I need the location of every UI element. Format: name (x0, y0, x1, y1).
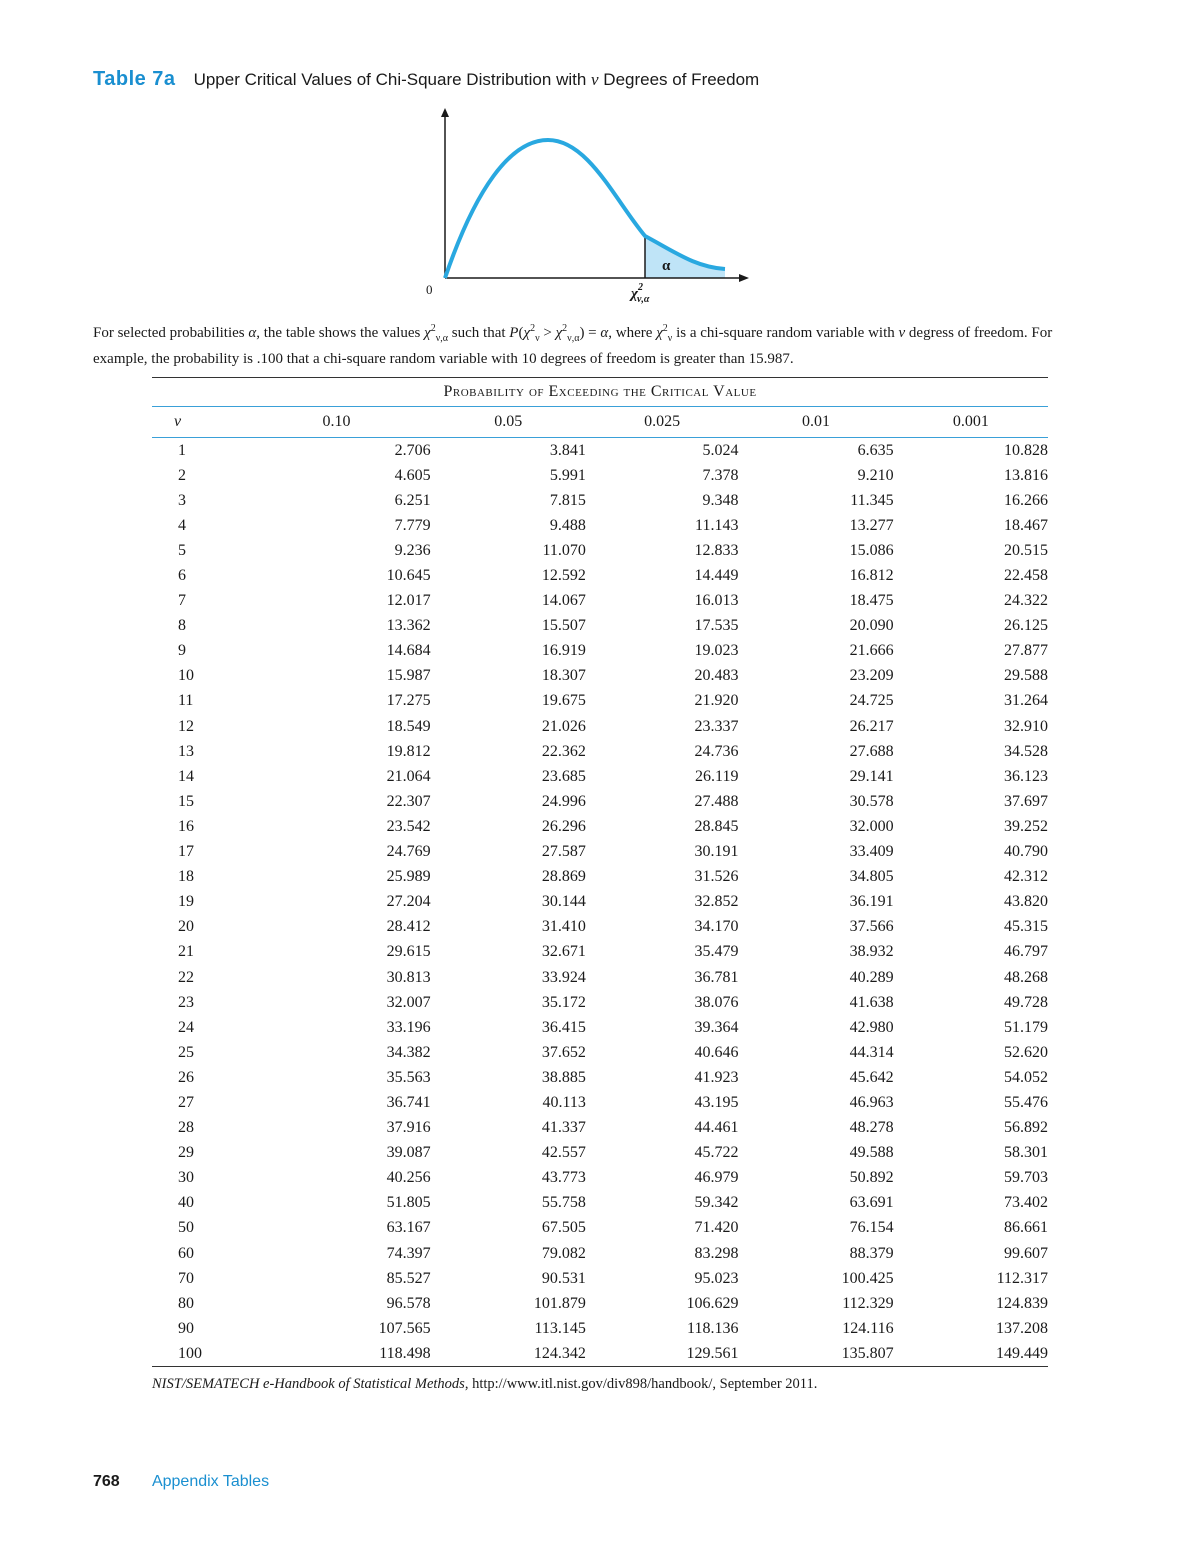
value-cell: 37.566 (849, 918, 894, 936)
value-cell: 34.805 (849, 868, 894, 886)
value-cell: 74.397 (386, 1244, 431, 1262)
value-cell: 135.807 (738, 1341, 893, 1367)
value-cell: 137.208 (996, 1319, 1048, 1337)
value-cell: 40.646 (694, 1043, 739, 1061)
value-cell: 33.924 (541, 968, 586, 986)
nu-cell: 4 (178, 516, 186, 534)
nu-cell: 21 (178, 943, 194, 961)
value-cell: 6.635 (857, 441, 894, 459)
value-cell: 43.773 (541, 1169, 586, 1187)
table-heading (93, 68, 759, 91)
value-cell: 5.024 (702, 441, 739, 459)
value-cell: 36.191 (849, 893, 894, 911)
table-description: For selected probabilities α, the table shows the values $\chi^2_{\nu,\alpha}$ such that $P(\chi^2_\nu > \chi^2_{\nu,\alpha}) = \alpha$, where $\chi^2_\nu$ is a chi-square random variable with ν degress of freedom. For example, the probability is .100 that a chi-square random variable with 10 degrees of freedom is greater than 15.987. (93, 323, 1053, 367)
value-cell: 95.023 (694, 1269, 739, 1287)
value-cell: 18.307 (541, 667, 586, 685)
value-cell: 27.488 (694, 792, 739, 810)
value-cell: 19.023 (694, 642, 739, 660)
origin-label: 0 (426, 282, 433, 297)
value-cell: 27.587 (541, 843, 586, 861)
value-cell: 2.706 (394, 441, 431, 459)
table-row (152, 1216, 1048, 1241)
value-cell: 41.923 (694, 1068, 739, 1086)
title-text-pre: Upper Critical Values of Chi-Square Distribution with (193, 70, 592, 89)
nu-cell: 19 (178, 893, 194, 911)
value-cell: 73.402 (1004, 1194, 1048, 1212)
nu-cell: 27 (178, 1093, 194, 1111)
value-cell: 45.315 (1004, 918, 1048, 936)
value-cell: 43.820 (1004, 893, 1048, 911)
value-cell: 21.026 (541, 717, 586, 735)
value-cell: 40.256 (386, 1169, 431, 1187)
value-cell: 39.364 (694, 1018, 739, 1036)
nu-cell: 100 (152, 1341, 242, 1367)
value-cell: 40.113 (542, 1093, 586, 1111)
value-cell: 39.252 (1004, 817, 1048, 835)
nu-cell: 2 (178, 466, 186, 484)
value-cell: 42.312 (1004, 868, 1048, 886)
table-row (152, 814, 1048, 839)
table-row (152, 488, 1048, 513)
nu-cell: 3 (178, 491, 186, 509)
nu-cell: 8 (178, 617, 186, 635)
table-row (152, 915, 1048, 940)
column-header: 0.10 (242, 407, 430, 438)
table-row (152, 463, 1048, 488)
value-cell: 14.067 (541, 592, 586, 610)
value-cell: 118.136 (687, 1319, 739, 1337)
value-cell: 25.989 (386, 868, 431, 886)
value-cell: 14.684 (386, 642, 431, 660)
value-cell: 124.116 (842, 1319, 894, 1337)
value-cell: 36.123 (1004, 767, 1048, 785)
value-cell: 15.987 (386, 667, 431, 685)
x-axis-arrow (739, 274, 749, 282)
value-cell: 24.736 (694, 742, 739, 760)
value-cell: 37.697 (1004, 792, 1048, 810)
nu-cell: 7 (178, 592, 186, 610)
value-cell: 11.143 (695, 516, 739, 534)
value-cell: 16.013 (694, 592, 739, 610)
value-cell: 15.507 (541, 617, 586, 635)
density-curve (445, 140, 725, 278)
value-cell: 124.839 (996, 1294, 1048, 1312)
nu-cell: 17 (178, 843, 194, 861)
value-cell: 33.196 (386, 1018, 431, 1036)
value-cell: 49.728 (1004, 993, 1048, 1011)
column-header: 0.025 (586, 407, 739, 438)
value-cell: 32.000 (849, 817, 894, 835)
table-title (194, 70, 760, 89)
value-cell: 18.467 (1004, 516, 1048, 534)
table-row (152, 563, 1048, 588)
value-cell: 21.666 (849, 642, 894, 660)
value-cell: 20.515 (1004, 541, 1048, 559)
value-cell: 79.082 (541, 1244, 586, 1262)
value-cell: 13.277 (849, 516, 894, 534)
table-row (152, 1191, 1048, 1216)
table-row (152, 789, 1048, 814)
value-cell: 35.563 (386, 1068, 431, 1086)
value-cell: 32.671 (541, 943, 586, 961)
value-cell: 27.688 (849, 742, 894, 760)
value-cell: 50.892 (849, 1169, 894, 1187)
page-number: 768 (93, 1473, 120, 1490)
value-cell: 118.498 (242, 1341, 430, 1367)
value-cell: 30.813 (386, 968, 431, 986)
nu-cell: 23 (178, 993, 194, 1011)
value-cell: 48.268 (1004, 968, 1048, 986)
value-cell: 5.991 (549, 466, 586, 484)
value-cell: 35.172 (541, 993, 586, 1011)
value-cell: 18.549 (386, 717, 431, 735)
value-cell: 24.996 (541, 792, 586, 810)
value-cell: 36.741 (386, 1093, 431, 1111)
value-cell: 16.919 (541, 642, 586, 660)
table-row (152, 1090, 1048, 1115)
value-cell: 18.475 (849, 592, 894, 610)
y-axis-arrow (441, 108, 449, 117)
value-cell: 112.317 (996, 1269, 1048, 1287)
value-cell: 19.675 (541, 692, 586, 710)
table-row (152, 1065, 1048, 1090)
value-cell: 26.296 (541, 817, 586, 835)
value-cell: 40.289 (849, 968, 894, 986)
value-cell: 19.812 (386, 742, 431, 760)
value-cell: 59.342 (694, 1194, 739, 1212)
value-cell: 41.638 (849, 993, 894, 1011)
value-cell: 28.412 (386, 918, 431, 936)
nu-cell: 26 (178, 1068, 194, 1086)
value-cell: 24.322 (1004, 592, 1048, 610)
value-cell: 28.845 (694, 817, 739, 835)
value-cell: 149.449 (894, 1341, 1048, 1367)
nu-cell: 18 (178, 868, 194, 886)
value-cell: 12.592 (541, 567, 586, 585)
value-cell: 38.885 (541, 1068, 586, 1086)
nu-cell: 12 (178, 717, 194, 735)
value-cell: 44.314 (849, 1043, 894, 1061)
table-row (152, 639, 1048, 664)
table-row (152, 1116, 1048, 1141)
value-cell: 129.561 (586, 1341, 739, 1367)
value-cell: 21.064 (386, 767, 431, 785)
table-row (152, 965, 1048, 990)
value-cell: 29.588 (1004, 667, 1048, 685)
nu-cell: 80 (178, 1294, 194, 1312)
value-cell: 16.266 (1004, 491, 1048, 509)
nu-cell: 60 (178, 1244, 194, 1262)
value-cell: 41.337 (541, 1119, 586, 1137)
table-row (152, 1166, 1048, 1191)
value-cell: 16.812 (849, 567, 894, 585)
value-cell: 15.086 (849, 541, 894, 559)
table-row (152, 1141, 1048, 1166)
nu-cell: 30 (178, 1169, 194, 1187)
nu-cell: 14 (178, 767, 194, 785)
value-cell: 106.629 (686, 1294, 739, 1312)
value-cell: 7.779 (394, 516, 431, 534)
nu-cell: 13 (178, 742, 194, 760)
table-row (152, 664, 1048, 689)
value-cell: 30.144 (541, 893, 586, 911)
value-cell: 90.531 (541, 1269, 586, 1287)
value-cell: 101.879 (533, 1294, 586, 1312)
value-cell: 7.378 (702, 466, 739, 484)
table-row (152, 739, 1048, 764)
value-cell: 29.615 (386, 943, 431, 961)
value-cell: 3.841 (549, 441, 586, 459)
value-cell: 36.415 (541, 1018, 586, 1036)
value-cell: 6.251 (394, 491, 431, 509)
table-row (152, 513, 1048, 538)
table-row (152, 1266, 1048, 1291)
table-row (152, 764, 1048, 789)
title-text-post: Degrees of Freedom (598, 70, 760, 89)
value-cell: 26.125 (1004, 617, 1048, 635)
value-cell: 34.382 (386, 1043, 431, 1061)
value-cell: 88.379 (849, 1244, 894, 1262)
value-cell: 31.410 (541, 918, 586, 936)
value-cell: 100.425 (841, 1269, 894, 1287)
value-cell: 20.090 (849, 617, 894, 635)
value-cell: 63.167 (386, 1219, 431, 1237)
value-cell: 38.932 (849, 943, 894, 961)
value-cell: 46.963 (849, 1093, 894, 1111)
value-cell: 9.348 (702, 491, 739, 509)
value-cell: 26.119 (695, 767, 739, 785)
value-cell: 58.301 (1004, 1144, 1048, 1162)
value-cell: 27.877 (1004, 642, 1048, 660)
value-cell: 17.535 (694, 617, 739, 635)
critical-values-table (152, 377, 1048, 1367)
title-nu: ν (591, 70, 599, 89)
source-title: NIST/SEMATECH e-Handbook of Statistical Methods (152, 1376, 465, 1392)
value-cell: 20.483 (694, 667, 739, 685)
value-cell: 10.645 (386, 567, 431, 585)
value-cell: 21.920 (694, 692, 739, 710)
alpha-label: α (662, 258, 671, 274)
value-cell: 42.980 (849, 1018, 894, 1036)
value-cell: 99.607 (1004, 1244, 1048, 1262)
page-footer (93, 1471, 269, 1491)
value-cell: 14.449 (694, 567, 739, 585)
value-cell: 71.420 (694, 1219, 739, 1237)
value-cell: 9.488 (549, 516, 586, 534)
value-cell: 43.195 (694, 1093, 739, 1111)
table-row (152, 714, 1048, 739)
value-cell: 35.479 (694, 943, 739, 961)
value-cell: 45.722 (694, 1144, 739, 1162)
value-cell: 107.565 (378, 1319, 431, 1337)
table-row (152, 538, 1048, 563)
nu-cell: 11 (178, 692, 194, 710)
value-cell: 36.781 (694, 968, 739, 986)
value-cell: 17.275 (386, 692, 431, 710)
chi-square-distribution-figure (420, 100, 760, 310)
value-cell: 113.145 (534, 1319, 586, 1337)
value-cell: 30.191 (694, 843, 739, 861)
value-cell: 51.179 (1004, 1018, 1048, 1036)
value-cell: 40.790 (1004, 843, 1048, 861)
table-row (152, 689, 1048, 714)
value-cell: 22.458 (1004, 567, 1048, 585)
table-row (152, 940, 1048, 965)
value-cell: 38.076 (694, 993, 739, 1011)
value-cell: 29.141 (849, 767, 894, 785)
value-cell: 30.578 (849, 792, 894, 810)
value-cell: 33.409 (849, 843, 894, 861)
value-cell: 86.661 (1004, 1219, 1048, 1237)
value-cell: 23.337 (694, 717, 739, 735)
nu-cell: 9 (178, 642, 186, 660)
value-cell: 45.642 (849, 1068, 894, 1086)
value-cell: 63.691 (849, 1194, 894, 1212)
table-row (152, 840, 1048, 865)
nu-cell: 22 (178, 968, 194, 986)
value-cell: 67.505 (541, 1219, 586, 1237)
nu-cell: 40 (178, 1194, 194, 1212)
source-citation (152, 1376, 817, 1393)
table-row (152, 1241, 1048, 1266)
value-cell: 4.605 (394, 466, 431, 484)
value-cell: 12.017 (386, 592, 431, 610)
column-header: 0.05 (431, 407, 586, 438)
value-cell: 11.070 (542, 541, 586, 559)
table-row (152, 614, 1048, 639)
table-row (152, 1015, 1048, 1040)
nu-cell: 70 (178, 1269, 194, 1287)
value-cell: 76.154 (849, 1219, 894, 1237)
value-cell: 23.542 (386, 817, 431, 835)
value-cell: 46.979 (694, 1169, 739, 1187)
value-cell: 85.527 (386, 1269, 431, 1287)
value-cell: 37.652 (541, 1043, 586, 1061)
nu-cell: 90 (178, 1319, 194, 1337)
nu-cell: 1 (178, 441, 186, 459)
nu-column-header: ν (152, 407, 242, 438)
table-row (152, 990, 1048, 1015)
table-row (152, 865, 1048, 890)
nu-cell: 15 (178, 792, 194, 810)
value-cell: 24.769 (386, 843, 431, 861)
value-cell: 37.916 (386, 1119, 431, 1137)
nu-cell: 24 (178, 1018, 194, 1036)
value-cell: 59.703 (1004, 1169, 1048, 1187)
value-cell: 56.892 (1004, 1119, 1048, 1137)
table-label: Table 7a (93, 68, 176, 90)
value-cell: 10.828 (1004, 441, 1048, 459)
value-cell: 13.816 (1004, 466, 1048, 484)
table-row (152, 1341, 1048, 1367)
value-cell: 124.342 (431, 1341, 586, 1367)
value-cell: 44.461 (694, 1119, 739, 1137)
value-cell: 31.526 (694, 868, 739, 886)
nu-cell: 28 (178, 1119, 194, 1137)
critical-value-label: $\chi^2$ ν,α (631, 282, 650, 305)
value-cell: 32.910 (1004, 717, 1048, 735)
table-row (152, 438, 1048, 464)
value-cell: 52.620 (1004, 1043, 1048, 1061)
nu-cell: 16 (178, 817, 194, 835)
table-row (152, 589, 1048, 614)
value-cell: 26.217 (849, 717, 894, 735)
value-cell: 34.528 (1004, 742, 1048, 760)
source-url: , http://www.itl.nist.gov/div898/handbook/, September 2011. (464, 1376, 818, 1392)
column-header: 0.01 (738, 407, 893, 438)
value-cell: 22.362 (541, 742, 586, 760)
value-cell: 11.345 (850, 491, 894, 509)
table-row (152, 1291, 1048, 1316)
value-cell: 55.758 (541, 1194, 586, 1212)
value-cell: 24.725 (849, 692, 894, 710)
value-cell: 112.329 (842, 1294, 894, 1312)
value-cell: 51.805 (386, 1194, 431, 1212)
section-name: Appendix Tables (151, 1473, 270, 1490)
value-cell: 32.852 (694, 893, 739, 911)
nu-cell: 5 (178, 541, 186, 559)
nu-cell: 20 (178, 918, 194, 936)
column-header: 0.001 (894, 407, 1048, 438)
value-cell: 13.362 (386, 617, 431, 635)
table-row (152, 1040, 1048, 1065)
value-cell: 28.869 (541, 868, 586, 886)
value-cell: 23.209 (849, 667, 894, 685)
value-cell: 23.685 (541, 767, 586, 785)
table-row (152, 890, 1048, 915)
value-cell: 27.204 (386, 893, 431, 911)
value-cell: 55.476 (1004, 1093, 1048, 1111)
value-cell: 9.210 (857, 466, 894, 484)
value-cell: 22.307 (386, 792, 431, 810)
nu-cell: 50 (178, 1219, 194, 1237)
table-row (152, 1316, 1048, 1341)
value-cell: 32.007 (386, 993, 431, 1011)
probability-group-header: Probability of Exceeding the Critical Value (152, 378, 1048, 407)
value-cell: 96.578 (386, 1294, 431, 1312)
nu-cell: 25 (178, 1043, 194, 1061)
nu-cell: 6 (178, 567, 186, 585)
value-cell: 49.588 (849, 1144, 894, 1162)
nu-cell: 29 (178, 1144, 194, 1162)
value-cell: 48.278 (849, 1119, 894, 1137)
value-cell: 34.170 (694, 918, 739, 936)
value-cell: 12.833 (694, 541, 739, 559)
nu-cell: 10 (178, 667, 194, 685)
value-cell: 39.087 (386, 1144, 431, 1162)
value-cell: 46.797 (1004, 943, 1048, 961)
value-cell: 9.236 (394, 541, 431, 559)
value-cell: 7.815 (549, 491, 586, 509)
value-cell: 31.264 (1004, 692, 1048, 710)
value-cell: 54.052 (1004, 1068, 1048, 1086)
value-cell: 83.298 (694, 1244, 739, 1262)
value-cell: 42.557 (541, 1144, 586, 1162)
